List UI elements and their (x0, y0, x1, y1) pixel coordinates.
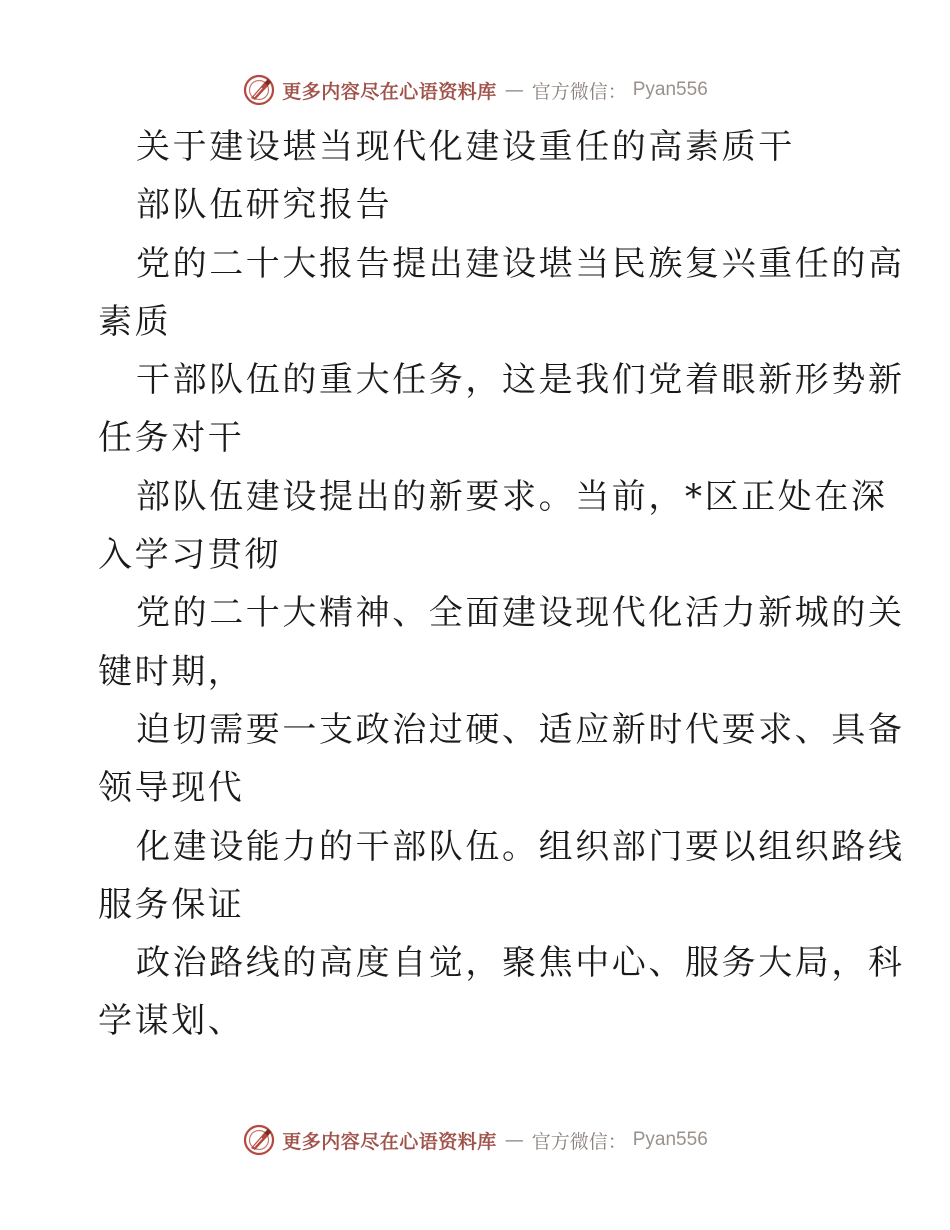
banner-text: 更多内容尽在心语资料库 (282, 80, 497, 103)
paragraph-line: 领导现代 (98, 768, 245, 809)
title-line-1: 关于建设堪当现代化建设重任的高素质干 (136, 127, 795, 167)
paragraph-line: 素质 (98, 301, 172, 342)
banner-wechat-label: 官方微信： (531, 80, 627, 103)
document-body (98, 118, 905, 1051)
pen-nib-logo-icon (242, 73, 276, 107)
paragraph-line: 党的二十大报告提出建设堪当民族复兴重任的高 (136, 243, 905, 284)
paragraph-line: 任务对干 (98, 418, 245, 459)
header-banner (0, 70, 950, 110)
paragraph-line: 迫切需要一支政治过硬、适应新时代要求、具备 (136, 709, 905, 750)
banner-wechat-label: 官方微信： (531, 1130, 627, 1153)
banner-wechat-id: Pyan556 (632, 79, 708, 100)
footer-banner (0, 1120, 950, 1160)
paragraph-line: 政治路线的高度自觉，聚焦中心、服务大局，科 (136, 943, 905, 984)
title-line-2: 部队伍研究报告 (136, 185, 393, 226)
paragraph-line: 部队伍建设提出的新要求。当前，*区正处在深 (136, 476, 888, 517)
paragraph-line: 干部队伍的重大任务，这是我们党着眼新形势新 (136, 360, 905, 401)
pen-nib-logo-icon (242, 1123, 276, 1157)
paragraph-line: 学谋划、 (98, 1001, 245, 1042)
paragraph-line: 党的二十大精神、全面建设现代化活力新城的关 (136, 593, 905, 634)
banner-text: 更多内容尽在心语资料库 (282, 1130, 497, 1153)
paragraph-line: 键时期， (98, 651, 245, 692)
banner-dash: — (504, 79, 524, 101)
paragraph-line: 化建设能力的干部队伍。组织部门要以组织路线 (136, 826, 905, 867)
banner-wechat-id: Pyan556 (632, 1129, 708, 1150)
paragraph-line: 入学习贯彻 (98, 535, 281, 576)
paragraph-line: 服务保证 (98, 884, 245, 925)
banner-dash: — (504, 1129, 524, 1151)
